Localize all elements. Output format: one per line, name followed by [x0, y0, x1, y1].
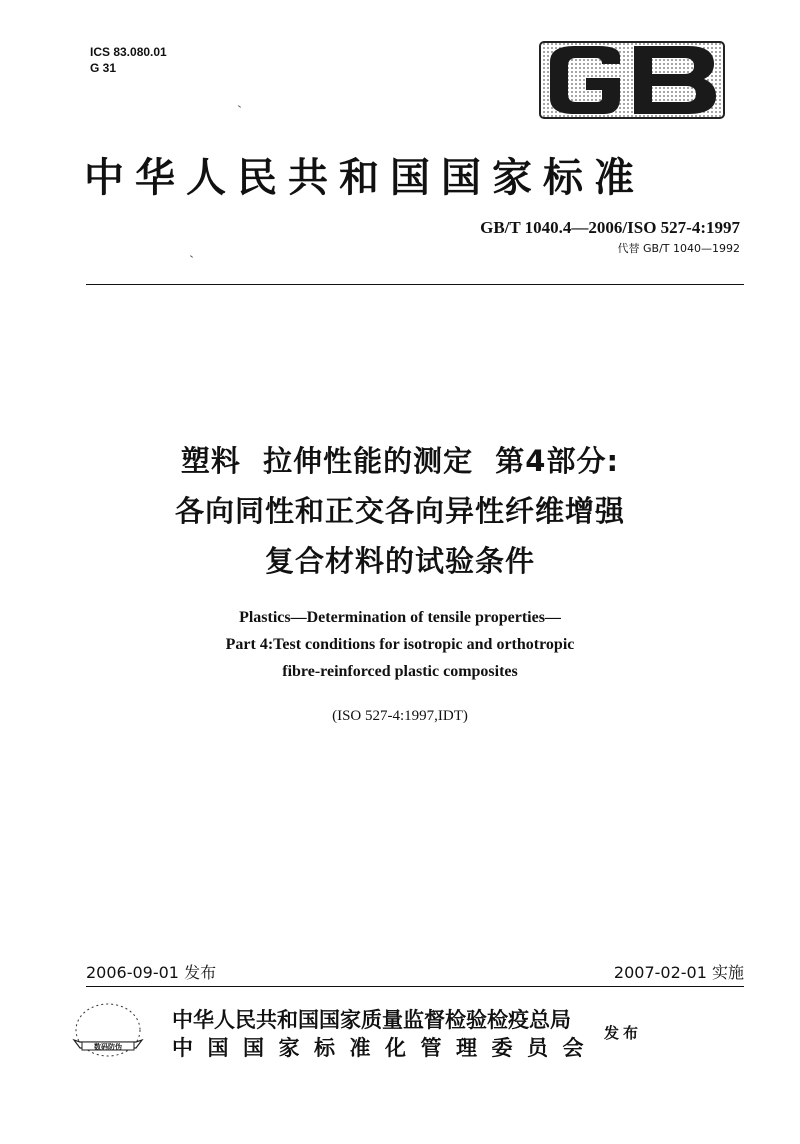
implementation-date: 2007-02-01 实施 [613, 963, 744, 982]
stamp-text: 数码防伪 [94, 1043, 122, 1051]
document-title-zh [0, 436, 800, 586]
issue-action: 发布 [604, 1024, 643, 1042]
title-line: 各向同性和正交各向异性纤维增强 [174, 494, 625, 528]
replaces-note: 代替 GB/T 1040—1992 [617, 242, 740, 255]
title-line: 复合材料的试验条件 [264, 544, 535, 578]
scan-speck [190, 255, 193, 258]
page-title: 中华人民共和国国家标准 [84, 154, 645, 201]
scan-speck [238, 105, 241, 108]
gb-logo-text: GB [538, 38, 540, 39]
standard-number-block [480, 218, 740, 256]
header-divider [86, 284, 744, 285]
ics-code: ICS 83.080.01 [90, 45, 167, 59]
title-line: Part 4:Test conditions for isotropic and orthotropic [225, 636, 575, 653]
ccs-code: G 31 [90, 61, 117, 75]
title-line: Plastics—Determination of tensile properties— [239, 609, 561, 626]
title-line: 塑料 拉伸性能的测定 第4部分: [180, 444, 620, 478]
title-line: fibre-reinforced plastic composites [282, 663, 518, 680]
classification-codes [90, 44, 167, 76]
document-title-en [0, 604, 800, 685]
publication-date: 2006-09-01 发布 [86, 963, 217, 982]
anti-counterfeit-stamp [70, 1000, 146, 1064]
issuing-authorities [172, 1006, 598, 1062]
standard-number: GB/T 1040.4—2006/ISO 527-4:1997 [480, 218, 740, 237]
footer-divider [86, 986, 744, 987]
gb-logo [538, 38, 726, 122]
equivalence-note: (ISO 527-4:1997,IDT) [332, 708, 468, 724]
issuer-line: 中华人民共和国国家质量监督检验检疫总局 [172, 1007, 571, 1032]
issuer-line: 中国国家标准化管理委员会 [172, 1035, 598, 1060]
